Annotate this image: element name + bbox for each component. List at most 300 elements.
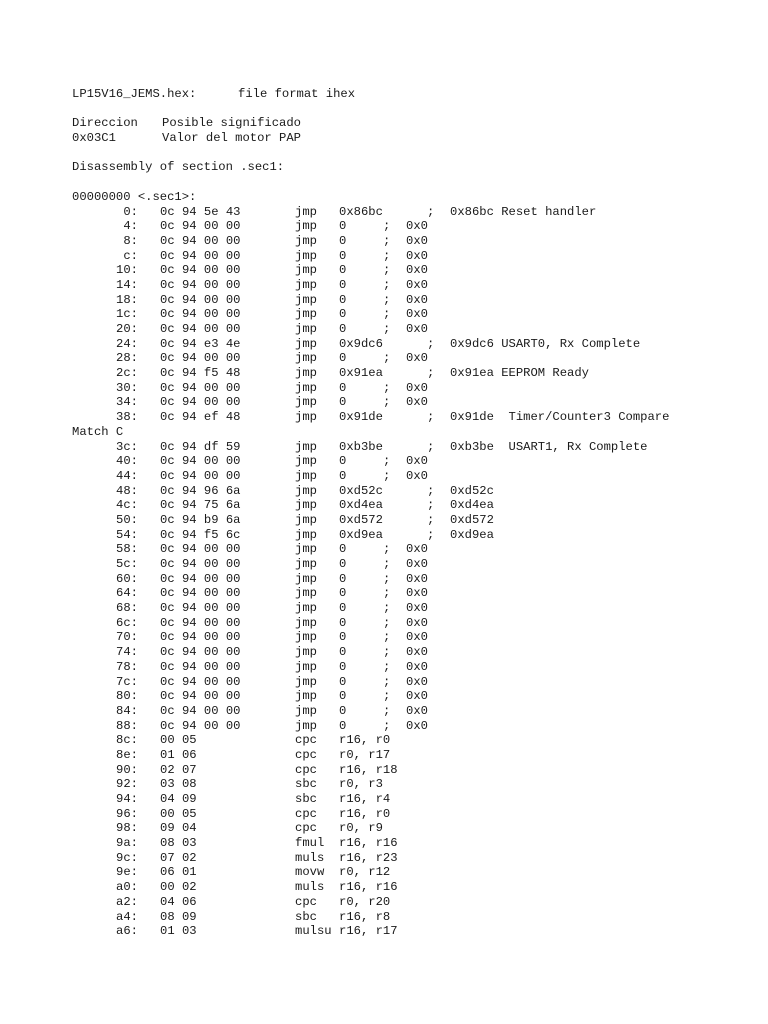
row-operand: 0x86bc	[339, 204, 383, 219]
row-comment: 0x91ea EEPROM Ready	[450, 366, 589, 381]
row-comment: 0x0	[406, 659, 428, 674]
row-operand: 0xd9ea	[339, 527, 383, 542]
row-comment-separator: ;	[383, 689, 391, 704]
row-comment: 0x0	[406, 557, 428, 571]
row-address: 78:	[116, 659, 138, 674]
row-address: 64:	[116, 586, 138, 601]
row-address: 4:	[123, 219, 138, 234]
row-comment: 0x0	[406, 292, 428, 307]
listing-row	[72, 777, 383, 792]
row-address: 30:	[116, 380, 138, 395]
row-operand: 0xb3be	[339, 439, 383, 454]
row-mnemonic: fmul	[295, 836, 325, 851]
row-bytes: 09 04	[160, 821, 197, 836]
row-comment-separator: ;	[427, 439, 435, 454]
listing-row	[72, 380, 428, 396]
row-operand: 0	[339, 468, 347, 483]
row-operand: 0	[339, 395, 347, 410]
row-address: 92:	[116, 777, 138, 792]
row-address: 48:	[116, 483, 138, 498]
row-mnemonic: jmp	[295, 204, 317, 219]
listing-row	[72, 219, 428, 234]
row-operand: 0	[339, 292, 347, 307]
row-operand: 0	[339, 586, 347, 601]
note-col2: Valor del motor PAP	[162, 131, 301, 146]
note-col1: Direccion	[72, 116, 138, 131]
listing-row	[72, 806, 391, 822]
row-bytes: 0c 94 df 59	[160, 439, 241, 454]
row-bytes: 02 07	[160, 762, 197, 777]
row-address: 38:	[116, 410, 138, 425]
file-header-line	[72, 87, 356, 102]
row-comment: 0x0	[406, 718, 428, 733]
disassembly-listing	[72, 204, 670, 939]
row-bytes: 08 09	[160, 909, 197, 924]
listing-row	[72, 248, 428, 264]
row-address: 74:	[116, 645, 138, 660]
row-bytes: 0c 94 00 00	[160, 322, 241, 336]
row-address: 94:	[116, 792, 138, 806]
row-comment: 0x0	[406, 615, 428, 630]
row-bytes: 0c 94 00 00	[160, 395, 241, 410]
row-operand: r0, r12	[339, 865, 391, 880]
row-bytes: 0c 94 e3 4e	[160, 336, 241, 351]
listing-row	[72, 292, 428, 308]
row-comment-separator: ;	[427, 527, 435, 542]
row-wrap-continuation: Match C	[72, 424, 124, 439]
row-bytes: 00 05	[160, 806, 197, 821]
row-mnemonic: jmp	[295, 263, 317, 278]
row-address: 40:	[116, 454, 138, 469]
row-bytes: 00 02	[160, 880, 197, 895]
row-comment-separator: ;	[383, 601, 391, 616]
row-bytes: 04 06	[160, 894, 197, 909]
row-mnemonic: jmp	[295, 718, 317, 733]
row-operand: r16, r8	[339, 909, 391, 924]
row-operand: 0	[339, 674, 347, 689]
row-comment-separator: ;	[383, 659, 391, 674]
row-comment-separator: ;	[383, 630, 391, 645]
row-comment: 0x0	[406, 233, 428, 248]
listing-row	[72, 821, 383, 836]
row-comment-separator: ;	[383, 219, 391, 234]
row-address: 2c:	[116, 366, 138, 381]
row-mnemonic: jmp	[295, 542, 317, 557]
row-mnemonic: jmp	[295, 468, 317, 483]
row-bytes: 03 08	[160, 777, 197, 792]
row-address: c:	[123, 248, 138, 263]
row-address: 88:	[116, 718, 138, 733]
row-mnemonic: movw	[295, 865, 325, 880]
listing-row	[72, 410, 670, 425]
listing-row	[72, 468, 428, 484]
listing-row	[72, 557, 428, 572]
row-mnemonic: jmp	[295, 454, 317, 469]
row-bytes: 0c 94 00 00	[160, 248, 241, 263]
listing-row	[72, 277, 428, 293]
row-operand: 0	[339, 645, 347, 660]
row-comment-separator: ;	[383, 586, 391, 601]
row-mnemonic: jmp	[295, 248, 317, 263]
row-comment: 0x86bc Reset handler	[450, 204, 597, 219]
row-operand: 0	[339, 615, 347, 630]
row-comment: 0x0	[406, 468, 428, 483]
row-operand: 0	[339, 454, 347, 469]
row-address: 70:	[116, 630, 138, 645]
section-label	[72, 189, 197, 205]
row-operand: 0x91ea	[339, 366, 383, 381]
row-comment: 0x0	[406, 586, 428, 601]
row-comment: 0x0	[406, 219, 428, 234]
row-comment: 0x0	[406, 601, 428, 616]
row-address: 1c:	[116, 307, 138, 322]
row-mnemonic: jmp	[295, 601, 317, 616]
listing-row	[72, 615, 428, 631]
row-comment: 0xd572	[450, 512, 494, 527]
row-mnemonic: muls	[295, 880, 325, 895]
listing-row	[72, 483, 494, 499]
listing-row	[72, 630, 428, 645]
listing-row	[72, 351, 428, 366]
row-bytes: 0c 94 00 00	[160, 571, 241, 586]
row-comment: 0x91de Timer/Counter3 Compare	[450, 410, 670, 425]
row-comment: 0xd9ea	[450, 527, 494, 542]
listing-row	[72, 336, 641, 352]
row-comment-separator: ;	[383, 322, 391, 336]
listing-row	[72, 924, 398, 939]
row-operand: 0xd52c	[339, 483, 383, 498]
disassembly-document	[72, 87, 670, 939]
listing-row	[72, 836, 398, 851]
listing-row	[72, 322, 428, 337]
row-operand: 0	[339, 542, 347, 557]
row-mnemonic: jmp	[295, 439, 317, 454]
row-mnemonic: muls	[295, 850, 325, 865]
note-col2: Posible significado	[162, 116, 301, 131]
listing-row	[72, 733, 391, 748]
row-address: 44:	[116, 468, 138, 483]
row-mnemonic: jmp	[295, 483, 317, 498]
row-mnemonic: cpc	[295, 747, 317, 762]
row-mnemonic: mulsu	[295, 924, 332, 939]
row-comment: 0x0	[406, 674, 428, 689]
row-address: 20:	[116, 322, 138, 336]
row-address: 60:	[116, 571, 138, 586]
listing-row	[72, 880, 398, 895]
row-comment: 0x0	[406, 322, 428, 336]
row-bytes: 0c 94 00 00	[160, 674, 241, 689]
row-comment-separator: ;	[383, 674, 391, 689]
row-comment: 0xb3be USART1, Rx Complete	[450, 439, 648, 454]
row-bytes: 07 02	[160, 850, 197, 865]
row-mnemonic: sbc	[295, 777, 317, 792]
row-mnemonic: jmp	[295, 527, 317, 542]
row-bytes: 0c 94 75 6a	[160, 498, 241, 513]
row-bytes: 0c 94 00 00	[160, 277, 241, 292]
row-mnemonic: jmp	[295, 292, 317, 307]
row-address: 96:	[116, 806, 138, 821]
row-comment-separator: ;	[427, 512, 435, 527]
row-comment: 0x0	[406, 454, 428, 469]
row-comment: 0x0	[406, 571, 428, 586]
row-mnemonic: jmp	[295, 366, 317, 381]
row-mnemonic: jmp	[295, 659, 317, 674]
row-address: 4c:	[116, 498, 138, 513]
row-bytes: 0c 94 00 00	[160, 630, 241, 645]
row-comment: 0x0	[406, 263, 428, 278]
row-comment-separator: ;	[383, 351, 391, 366]
row-comment: 0x0	[406, 703, 428, 718]
row-comment-separator: ;	[383, 292, 391, 307]
row-bytes: 0c 94 b9 6a	[160, 512, 241, 527]
row-operand: 0xd4ea	[339, 498, 383, 513]
row-bytes: 0c 94 00 00	[160, 380, 241, 395]
row-address: 18:	[116, 292, 138, 307]
row-mnemonic: jmp	[295, 615, 317, 630]
row-operand: 0	[339, 718, 347, 733]
row-mnemonic: cpc	[295, 821, 317, 836]
row-bytes: 0c 94 00 00	[160, 292, 241, 307]
row-comment-separator: ;	[427, 336, 435, 351]
row-mnemonic: jmp	[295, 498, 317, 513]
row-comment-separator: ;	[383, 468, 391, 483]
row-bytes: 01 03	[160, 924, 197, 939]
row-operand: 0	[339, 380, 347, 395]
listing-row	[72, 527, 494, 543]
row-bytes: 0c 94 00 00	[160, 263, 241, 278]
row-address: 6c:	[116, 615, 138, 630]
row-operand: 0	[339, 703, 347, 718]
row-mnemonic: jmp	[295, 410, 317, 425]
row-address: 90:	[116, 762, 138, 777]
listing-row	[72, 366, 589, 381]
row-bytes: 0c 94 f5 6c	[160, 527, 241, 542]
row-address: 5c:	[116, 557, 138, 571]
row-operand: 0	[339, 659, 347, 674]
listing-row	[72, 659, 428, 675]
file-name: LP15V16_JEMS.hex:	[72, 87, 197, 101]
row-mnemonic: cpc	[295, 762, 317, 777]
row-mnemonic: cpc	[295, 733, 317, 748]
row-operand: r16, r4	[339, 792, 391, 806]
row-mnemonic: jmp	[295, 351, 317, 366]
row-bytes: 0c 94 f5 48	[160, 366, 241, 381]
row-operand: 0	[339, 601, 347, 616]
row-mnemonic: jmp	[295, 277, 317, 292]
row-operand: 0	[339, 307, 347, 322]
row-operand: r0, r17	[339, 747, 391, 762]
listing-row	[72, 703, 428, 719]
section-title	[72, 160, 285, 175]
row-comment-separator: ;	[383, 395, 391, 410]
row-address: 8:	[123, 233, 138, 248]
row-comment: 0x0	[406, 630, 428, 645]
row-mnemonic: jmp	[295, 586, 317, 601]
row-comment: 0x0	[406, 645, 428, 660]
listing-row	[72, 204, 597, 220]
row-address: 58:	[116, 542, 138, 557]
row-bytes: 0c 94 00 00	[160, 718, 241, 733]
row-operand: 0	[339, 248, 347, 263]
row-bytes: 0c 94 00 00	[160, 351, 241, 366]
row-address: a4:	[116, 909, 138, 924]
row-bytes: 08 03	[160, 836, 197, 851]
row-mnemonic: jmp	[295, 322, 317, 336]
row-comment-separator: ;	[383, 615, 391, 630]
listing-row	[72, 747, 391, 763]
row-comment: 0x0	[406, 689, 428, 704]
listing-row	[72, 233, 428, 249]
row-mnemonic: jmp	[295, 336, 317, 351]
row-mnemonic: sbc	[295, 909, 317, 924]
row-bytes: 01 06	[160, 747, 197, 762]
row-comment-separator: ;	[383, 542, 391, 557]
row-comment: 0x0	[406, 351, 428, 366]
row-comment-separator: ;	[383, 380, 391, 395]
listing-row	[72, 307, 428, 322]
row-comment-separator: ;	[383, 571, 391, 586]
section-label-text: 00000000 <.sec1>:	[72, 189, 197, 204]
row-address: 50:	[116, 512, 138, 527]
row-bytes: 04 09	[160, 792, 197, 806]
row-address: 84:	[116, 703, 138, 718]
row-mnemonic: jmp	[295, 571, 317, 586]
row-mnemonic: jmp	[295, 689, 317, 704]
row-operand: 0	[339, 571, 347, 586]
row-comment-separator: ;	[383, 718, 391, 733]
listing-row	[72, 850, 398, 866]
row-mnemonic: jmp	[295, 307, 317, 322]
row-bytes: 0c 94 00 00	[160, 468, 241, 483]
row-comment-separator: ;	[383, 454, 391, 469]
row-address: 3c:	[116, 439, 138, 454]
row-address: 9e:	[116, 865, 138, 880]
row-comment-separator: ;	[383, 277, 391, 292]
row-address: 34:	[116, 395, 138, 410]
row-bytes: 00 05	[160, 733, 197, 748]
listing-row	[72, 674, 428, 690]
row-wrapped-text	[72, 424, 124, 440]
row-bytes: 0c 94 ef 48	[160, 410, 241, 425]
row-comment-separator: ;	[427, 366, 435, 381]
row-address: 28:	[116, 351, 138, 366]
row-address: 98:	[116, 821, 138, 836]
row-operand: 0	[339, 263, 347, 278]
row-mnemonic: jmp	[295, 512, 317, 527]
note-header-line	[72, 116, 301, 131]
row-operand: r16, r0	[339, 733, 391, 748]
row-comment-separator: ;	[427, 498, 435, 513]
row-comment-separator: ;	[383, 233, 391, 248]
row-operand: 0	[339, 630, 347, 645]
row-mnemonic: jmp	[295, 703, 317, 718]
row-operand: r16, r0	[339, 806, 391, 821]
row-bytes: 0c 94 00 00	[160, 307, 241, 322]
listing-row	[72, 792, 391, 807]
row-address: a2:	[116, 894, 138, 909]
row-operand: r16, r16	[339, 880, 398, 895]
row-comment-separator: ;	[383, 307, 391, 322]
row-mnemonic: jmp	[295, 557, 317, 571]
row-bytes: 0c 94 00 00	[160, 659, 241, 674]
row-bytes: 0c 94 00 00	[160, 689, 241, 704]
row-comment: 0x0	[406, 380, 428, 395]
row-comment: 0x0	[406, 395, 428, 410]
row-bytes: 0c 94 5e 43	[160, 204, 241, 219]
row-comment-separator: ;	[383, 645, 391, 660]
row-bytes: 0c 94 00 00	[160, 557, 241, 571]
listing-row	[72, 439, 648, 455]
note-col1: 0x03C1	[72, 131, 116, 146]
row-address: 80:	[116, 689, 138, 704]
row-address: a6:	[116, 924, 138, 939]
row-operand: 0	[339, 233, 347, 248]
section-title-text: Disassembly of section .sec1:	[72, 160, 285, 175]
row-mnemonic: jmp	[295, 395, 317, 410]
row-operand: 0	[339, 322, 347, 336]
row-bytes: 0c 94 96 6a	[160, 483, 241, 498]
row-bytes: 06 01	[160, 865, 197, 880]
row-address: 8e:	[116, 747, 138, 762]
row-operand: r16, r17	[339, 924, 398, 939]
row-operand: r0, r3	[339, 777, 383, 792]
row-operand: 0xd572	[339, 512, 383, 527]
row-operand: 0	[339, 277, 347, 292]
row-operand: r16, r18	[339, 762, 398, 777]
file-format: file format ihex	[238, 87, 356, 101]
row-mnemonic: jmp	[295, 630, 317, 645]
row-address: 9a:	[116, 836, 138, 851]
row-address: 54:	[116, 527, 138, 542]
row-bytes: 0c 94 00 00	[160, 601, 241, 616]
row-address: 9c:	[116, 850, 138, 865]
row-comment-separator: ;	[383, 263, 391, 278]
row-operand: 0	[339, 557, 347, 571]
row-address: 10:	[116, 263, 138, 278]
listing-row	[72, 263, 428, 278]
listing-row	[72, 689, 428, 704]
row-operand: 0	[339, 351, 347, 366]
row-mnemonic: jmp	[295, 645, 317, 660]
row-comment-separator: ;	[427, 204, 435, 219]
row-operand: 0	[339, 689, 347, 704]
row-comment: 0xd52c	[450, 483, 494, 498]
listing-row	[72, 395, 428, 410]
listing-row	[72, 571, 428, 587]
row-mnemonic: jmp	[295, 380, 317, 395]
row-comment: 0x9dc6 USART0, Rx Complete	[450, 336, 641, 351]
row-mnemonic: jmp	[295, 219, 317, 234]
row-comment: 0xd4ea	[450, 498, 494, 513]
row-mnemonic: cpc	[295, 894, 317, 909]
row-operand: 0	[339, 219, 347, 234]
row-operand: r0, r9	[339, 821, 383, 836]
row-address: 24:	[116, 336, 138, 351]
note-line	[72, 131, 301, 146]
row-operand: r16, r23	[339, 850, 398, 865]
listing-row	[72, 894, 391, 910]
row-operand: r16, r16	[339, 836, 398, 851]
row-address: a0:	[116, 880, 138, 895]
listing-row	[72, 645, 428, 660]
listing-row	[72, 601, 428, 616]
row-mnemonic: jmp	[295, 233, 317, 248]
row-mnemonic: jmp	[295, 674, 317, 689]
row-bytes: 0c 94 00 00	[160, 586, 241, 601]
row-comment-separator: ;	[427, 410, 435, 425]
listing-row	[72, 512, 494, 528]
row-bytes: 0c 94 00 00	[160, 542, 241, 557]
